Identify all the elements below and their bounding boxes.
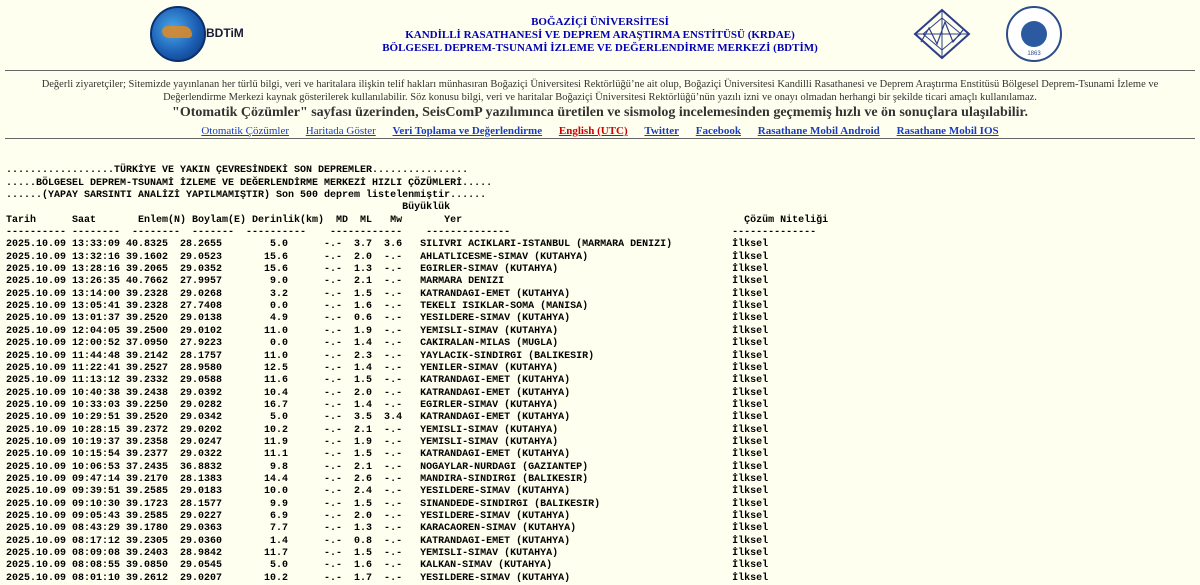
earthquake-row: 2025.10.09 09:47:14 39.2170 28.1383 14.4 -.- 2.6 -.- MANDIRA-SINDIRGI (BALIKESIR) İlksel [6,473,769,485]
nav-link-android[interactable]: Rasathane Mobil Android [757,125,880,137]
kandilli-logo [913,8,971,60]
bogazici-seal-year: 1863 [1027,51,1041,57]
earthquake-row: 2025.10.09 10:40:38 39.2438 29.0392 10.4 -.- 2.0 -.- KATRANDAGI-EMET (KUTAHYA) İlksel [6,387,769,399]
earthquake-row: 2025.10.09 13:26:35 40.7662 27.9957 9.0 -.- 2.1 -.- MARMARA DENIZI İlksel [6,276,769,288]
automatic-solutions-tagline: "Otomatik Çözümler" sayfası üzerinden, SeisComP yazılımınca üretilen ve sismolog incelemesinden geçmemiş hızlı ve ön sonuçlara ulaşılabilir. [172,105,1028,120]
earthquake-row: 2025.10.09 12:00:52 37.0950 27.9223 0.0 -.- 1.4 -.- CAKIRALAN-MILAS (MUGLA) İlksel [6,338,769,350]
earthquake-row: 2025.10.09 10:15:54 39.2377 29.0322 11.1 -.- 1.5 -.- KATRANDAGI-EMET (KUTAHYA) İlksel [6,449,769,461]
copyright-notice: Değerli ziyaretçiler; Sitemizde yayınlanan her türlü bilgi, veri ve haritalara ilişkin telif hakları münhasıran Boğaziçi Üniversitesi Rektörlüğü’ne ait olup, Boğaziçi Üniversitesi Kandilli Rasathanesi ve Deprem Araştırma Enstitüsü Bölgesel Deprem-Tsunami İzleme ve Değerlendirme Merkezi kaynak gösterilerek kullanılabilir. Söz konusu bilgi, veri ve haritalar Boğaziçi Üniversitesi Rektörlüğü’nün yazılı izni ve onayı olmadan herhangi bir şekilde ticari amaçlı kullanılamaz. [41,79,1159,103]
list-banner-line: ..................TÜRKİYE VE YAKIN ÇEVRESİNDEKİ SON DEPREMLER................ [6,165,469,177]
earthquake-row: 2025.10.09 10:29:51 39.2520 29.0342 5.0 -.- 3.5 3.4 KATRANDAGI-EMET (KUTAHYA) İlksel [6,412,769,424]
nav-link-ios[interactable]: Rasathane Mobil IOS [896,125,999,137]
earthquake-row: 2025.10.09 13:14:00 39.2328 29.0268 3.2 -.- 1.5 -.- KATRANDAGI-EMET (KUTAHYA) İlksel [6,288,769,300]
earthquake-row: 2025.10.09 08:08:55 39.0850 29.0545 5.0 -.- 1.6 -.- KALKAN-SIMAV (KUTAHYA) İlksel [6,560,769,572]
nav-link-english[interactable]: English (UTC) [558,125,628,137]
earthquake-row: 2025.10.09 08:09:08 39.2403 28.9842 11.7 -.- 1.5 -.- YEMISLI-SIMAV (KUTAHYA) İlksel [6,548,769,559]
list-banner-line: ......(YAPAY SARSINTI ANALİZİ YAPILMAMIŞTIR) Son 500 deprem listelenmiştir...... [6,190,487,202]
bogazici-seal [1006,6,1062,62]
nav-link-data-collection[interactable]: Veri Toplama ve Değerlendirme [392,125,543,137]
earthquake-row: 2025.10.09 08:43:29 39.1780 29.0363 7.7 -.- 1.3 -.- KARACAOREN-SIMAV (KUTAHYA) İlksel [6,523,769,535]
title-line-institute: KANDİLLİ RASATHANESİ VE DEPREM ARAŞTIRMA ENSTİTÜSÜ (KRDAE) [405,29,795,41]
earthquake-row: 2025.10.09 10:33:03 39.2250 29.0282 16.7 -.- 1.4 -.- EGIRLER-SIMAV (KUTAHYA) İlksel [6,399,769,411]
nav-link-automatic-solutions[interactable]: Otomatik Çözümler [201,125,290,137]
earthquake-row: 2025.10.09 11:22:41 39.2527 28.9580 12.5 -.- 1.4 -.- YENILER-SIMAV (KUTAHYA) İlksel [6,362,769,374]
earthquake-row: 2025.10.09 10:06:53 37.2435 36.8832 9.8 -.- 2.1 -.- NOGAYLAR-NURDAGI (GAZIANTEP) İlksel [6,461,769,473]
earthquake-row: 2025.10.09 08:17:12 39.2305 29.0360 1.4 -.- 0.8 -.- KATRANDAGI-EMET (KUTAHYA) İlksel [6,535,769,547]
nav-link-facebook[interactable]: Facebook [695,125,741,137]
bdtim-logo-text: BDTiM [206,26,244,40]
earthquake-row: 2025.10.09 13:33:09 40.8325 28.2655 5.0 -.- 3.7 3.6 SILIVRI ACIKLARI-ISTANBUL (MARMARA DENIZI) İlksel [6,239,769,251]
earthquake-row: 2025.10.09 13:32:16 39.1602 29.0523 15.6 -.- 2.0 -.- AHLATLICESME-SIMAV (KUTAHYA) İlksel [6,251,769,263]
nav-link-show-on-map[interactable]: Haritada Göster [305,125,376,137]
earthquake-row: 2025.10.09 08:01:10 39.2612 29.0207 10.2 -.- 1.7 -.- YESILDERE-SIMAV (KUTAHYA) İlksel [6,572,769,584]
earthquake-list [0,139,1200,585]
nav-links [0,124,1200,138]
earthquake-row: 2025.10.09 10:19:37 39.2358 29.0247 11.9 -.- 1.9 -.- YEMISLI-SIMAV (KUTAHYA) İlksel [6,436,769,448]
list-banner-line: .....BÖLGESEL DEPREM-TSUNAMİ İZLEME VE DEĞERLENDİRME MERKEZİ HIZLI ÇÖZÜMLERİ..... [6,177,493,189]
earthquake-row: 2025.10.09 11:13:12 39.2332 29.0588 11.6 -.- 1.5 -.- KATRANDAGI-EMET (KUTAHYA) İlksel [6,375,769,387]
earthquake-row: 2025.10.09 09:05:43 39.2585 29.0227 6.9 -.- 2.0 -.- YESILDERE-SIMAV (KUTAHYA) İlksel [6,510,769,522]
earthquake-row: 2025.10.09 09:10:30 39.1723 28.1577 9.9 -.- 1.5 -.- SINANDEDE-SINDIRGI (BALIKESIR) İlksel [6,498,769,510]
magnitude-group-header: Büyüklük [6,202,451,214]
earthquake-row: 2025.10.09 13:28:16 39.2065 29.0352 15.6 -.- 1.3 -.- EGIRLER-SIMAV (KUTAHYA) İlksel [6,264,769,276]
earthquake-row: 2025.10.09 13:01:37 39.2520 29.0138 4.9 -.- 0.6 -.- YESILDERE-SIMAV (KUTAHYA) İlksel [6,313,769,325]
nav-link-twitter[interactable]: Twitter [644,125,680,137]
earthquake-row: 2025.10.09 13:05:41 39.2328 27.7408 0.0 -.- 1.6 -.- TEKELI ISIKLAR-SOMA (MANISA) İlksel [6,301,769,313]
column-separator: ---------- -------- -------- ------- ---------- ------------ -------------- -------------- [6,227,817,239]
title-line-university: BOĞAZİÇİ ÜNİVERSİTESİ [531,16,669,28]
earthquake-row: 2025.10.09 12:04:05 39.2500 29.0102 11.0 -.- 1.9 -.- YEMISLI-SIMAV (KUTAHYA) İlksel [6,325,769,337]
column-header-row: Tarih Saat Enlem(N) Boylam(E) Derinlik(km) MD ML Mw Yer Çözüm Niteliği [6,214,829,226]
page-header [0,0,1200,70]
title-line-center: BÖLGESEL DEPREM-TSUNAMİ İZLEME VE DEĞERLENDİRME MERKEZİ (BDTİM) [382,42,818,54]
earthquake-row: 2025.10.09 11:44:48 39.2142 28.1757 11.0 -.- 2.3 -.- YAYLACIK-SINDIRGI (BALIKESIR) İlksel [6,350,769,362]
earthquake-row: 2025.10.09 10:28:15 39.2372 29.0202 10.2 -.- 2.1 -.- YEMISLI-SIMAV (KUTAHYA) İlksel [6,424,769,436]
earthquake-row: 2025.10.09 09:39:51 39.2585 29.0183 10.0 -.- 2.4 -.- YESILDERE-SIMAV (KUTAHYA) İlksel [6,486,769,498]
